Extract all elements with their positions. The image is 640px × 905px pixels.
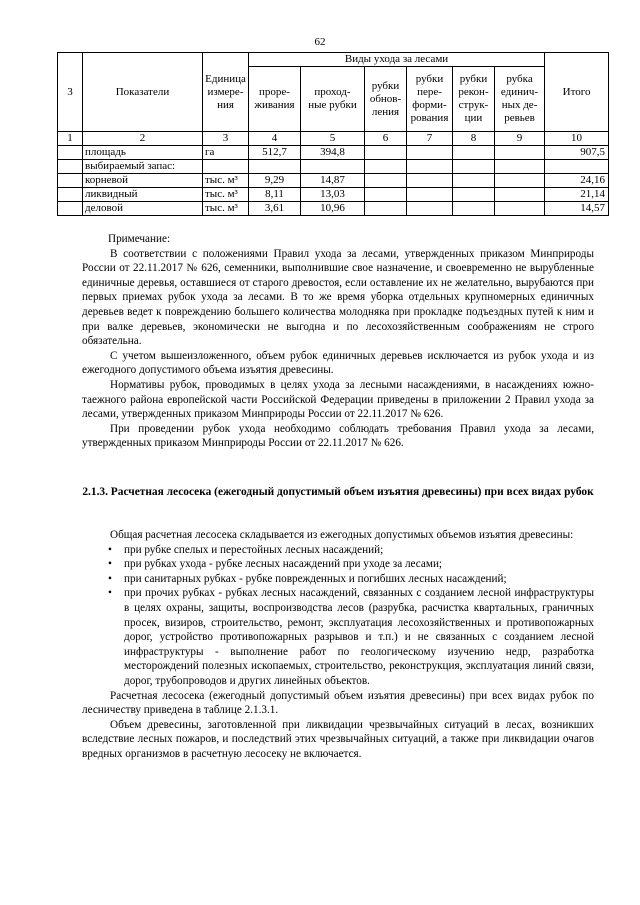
total-value: 907,5 <box>545 146 609 160</box>
header-thinning: проре- живания <box>249 67 301 132</box>
note-block <box>82 232 594 451</box>
thinning-value: 512,7 <box>249 146 301 160</box>
note-paragraph: С учетом вышеизложенного, объем рубок единичных деревьев исключается из рубок ухода и из ежегодного допустимого объема изъятия древесины. <box>82 349 594 377</box>
thinning-value <box>249 160 301 174</box>
total-value: 21,14 <box>545 188 609 202</box>
row-unit-cell: тыс. м³ <box>203 202 249 216</box>
reconstruction-value <box>453 146 495 160</box>
index-cell: 7 <box>407 132 453 146</box>
table-row <box>58 160 609 174</box>
header-passage-cutting: проход- ные рубки <box>301 67 365 132</box>
row-number-cell <box>58 146 83 160</box>
header-total: Итого <box>545 53 609 132</box>
renewal-value <box>365 174 407 188</box>
header-col-number: 3 <box>58 53 83 132</box>
list-item <box>82 572 594 587</box>
index-cell: 8 <box>453 132 495 146</box>
row-name-cell: корневой <box>83 174 203 188</box>
total-value: 14,57 <box>545 202 609 216</box>
single-tree-value <box>495 188 545 202</box>
list-item-text: при прочих рубках - рубках лесных насаждений, связанных с созданием лесной инфраструктуры в целях охраны, защиты, воспроизводства лесов (разрубка, расчистка квартальных, граничных просек, визиров, строительство, ремонт, эксплуатация лесохозяйственных и противопожарных дорог, устройство противопожарных разрывов и т.п.) и не связанных с созданием лесной инфраструктуры - выполнение работ по геологическому изучению недр, разработка месторождений полезных ископаемых, строительство, реконструкция, эксплуатация линий связи, дорог, трубопроводов и других линейных объектов. <box>124 587 594 687</box>
reformation-value <box>407 188 453 202</box>
list-item-text: при санитарных рубках - рубке поврежденных и погибших лесных насаждений; <box>124 572 507 585</box>
list-item <box>82 586 594 688</box>
thinning-value: 9,29 <box>249 174 301 188</box>
list-item <box>82 557 594 572</box>
total-value: 24,16 <box>545 174 609 188</box>
row-number-cell <box>58 174 83 188</box>
index-cell: 1 <box>58 132 83 146</box>
reformation-value <box>407 202 453 216</box>
note-paragraph: При проведении рубок ухода необходимо соблюдать требования Правил ухода за лесами, утвержденных приказом Минприроды России от 22.11.2017 № 626. <box>82 422 594 450</box>
row-name-cell: выбираемый запас: <box>83 160 203 174</box>
single-tree-value <box>495 160 545 174</box>
thinning-value: 3,61 <box>249 202 301 216</box>
passage-value: 13,03 <box>301 188 365 202</box>
single-tree-value <box>495 146 545 160</box>
section-heading: 2.1.3. Расчетная лесосека (ежегодный допустимый объем изъятия древесины) при всех видах рубок <box>82 486 594 498</box>
table-row <box>58 174 609 188</box>
bullet-icon: • <box>108 587 112 600</box>
section-paragraph: Расчетная лесосека (ежегодный допустимый объем изъятия древесины) при всех видах рубок по лесничеству приведена в таблице 2.1.3.1. <box>82 689 594 717</box>
row-unit-cell: тыс. м³ <box>203 188 249 202</box>
reconstruction-value <box>453 160 495 174</box>
index-cell: 10 <box>545 132 609 146</box>
note-paragraph: Нормативы рубок, проводимых в целях ухода за лесными насаждениями, в насаждениях южно-таежного района европейской части Российской Федерации приведены в приложении 2 Правил ухода за лесами, утвержденных приказом Минприроды России от 22.11.2017 № 626. <box>82 378 594 421</box>
renewal-value <box>365 160 407 174</box>
total-value <box>545 160 609 174</box>
renewal-value <box>365 146 407 160</box>
passage-value: 14,87 <box>301 174 365 188</box>
note-paragraph: В соответствии с положениями Правил ухода за лесами, утвержденных приказом Минприроды России от 22.11.2017 № 626, семенники, выполнившие свое назначение, и своевременно не вырубленные единичные деревья, оставшиеся от старого древостоя, если оставление их не желательно, вырубаются при первых приемах рубок ухода за лесами. В то же время уборка отдельных крупномерных единичных деревьев ведет к повреждению большего количества молодняка при прокладке подъездных путей к ним и при валке деревьев, экономически не выгодна и по лесохозяйственным соображениям не строго обязательна. <box>82 247 594 348</box>
bullet-icon: • <box>108 558 112 571</box>
index-cell: 4 <box>249 132 301 146</box>
row-unit-cell <box>203 160 249 174</box>
reformation-value <box>407 174 453 188</box>
table-row <box>58 202 609 216</box>
index-cell: 9 <box>495 132 545 146</box>
index-cell: 3 <box>203 132 249 146</box>
logging-volume-table <box>57 52 609 216</box>
index-cell: 6 <box>365 132 407 146</box>
header-indicators: Показатели <box>83 53 203 132</box>
section-body <box>82 528 594 762</box>
reconstruction-value <box>453 188 495 202</box>
bullet-icon: • <box>108 543 112 556</box>
list-item <box>82 543 594 558</box>
row-number-cell <box>58 202 83 216</box>
bullet-icon: • <box>108 572 112 585</box>
row-name-cell: ликвидный <box>83 188 203 202</box>
header-unit: Единица измере- ния <box>203 53 249 132</box>
reformation-value <box>407 160 453 174</box>
passage-value <box>301 160 365 174</box>
row-name-cell: деловой <box>83 202 203 216</box>
section-paragraph: Объем древесины, заготовленной при ликвидации чрезвычайных ситуаций в лесах, возникших вследствие лесных пожаров, и последствий этих чрезвычайных ситуаций, а также при ликвидации очагов вредных организмов в расчетную лесосеку не включается. <box>82 718 594 760</box>
row-unit-cell: га <box>203 146 249 160</box>
header-renewal-cutting: рубки обнов- ления <box>365 67 407 132</box>
passage-value: 10,96 <box>301 202 365 216</box>
renewal-value <box>365 188 407 202</box>
header-single-tree-cutting: рубка единич- ных де- ревьев <box>495 67 545 132</box>
renewal-value <box>365 202 407 216</box>
list-item-text: при рубках ухода - рубке лесных насаждений при уходе за лесами; <box>124 558 443 571</box>
row-number-cell <box>58 160 83 174</box>
thinning-value: 8,11 <box>249 188 301 202</box>
reconstruction-value <box>453 174 495 188</box>
index-cell: 5 <box>301 132 365 146</box>
index-cell: 2 <box>83 132 203 146</box>
header-reformation-cutting: рубки пере- форми- рования <box>407 67 453 132</box>
row-unit-cell: тыс. м³ <box>203 174 249 188</box>
cutting-types-list <box>82 543 594 689</box>
column-index-row <box>58 132 609 146</box>
table-row <box>58 188 609 202</box>
passage-value: 394,8 <box>301 146 365 160</box>
list-item-text: при рубке спелых и перестойных лесных насаждений; <box>124 543 384 556</box>
row-number-cell <box>58 188 83 202</box>
section-intro: Общая расчетная лесосека складывается из ежегодных допустимых объемов изъятия древесины: <box>110 529 574 541</box>
reconstruction-value <box>453 202 495 216</box>
row-name-cell: площадь <box>83 146 203 160</box>
single-tree-value <box>495 202 545 216</box>
note-title: Примечание: <box>108 233 171 245</box>
header-reconstruction-cutting: рубки рекон- струк- ции <box>453 67 495 132</box>
header-care-types: Виды ухода за лесами <box>249 53 545 67</box>
table-row <box>58 146 609 160</box>
reformation-value <box>407 146 453 160</box>
page-number: 62 <box>314 36 326 48</box>
single-tree-value <box>495 174 545 188</box>
